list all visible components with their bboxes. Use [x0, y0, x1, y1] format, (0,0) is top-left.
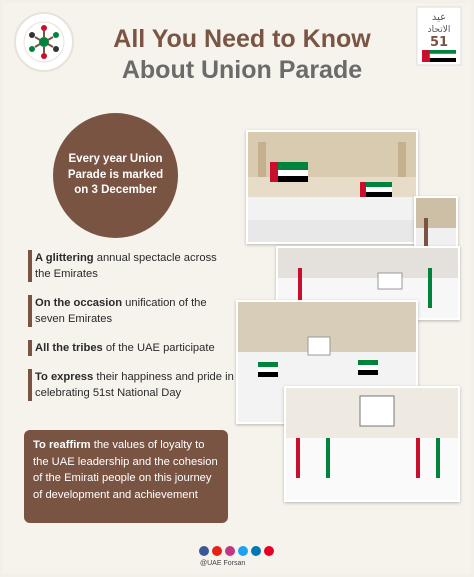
linkedin-icon[interactable] [251, 546, 261, 556]
social-icons [199, 546, 274, 556]
point-3-bold: All the tribes [35, 342, 103, 354]
point-2 [28, 295, 235, 327]
point-1-bold: A glittering [35, 252, 94, 264]
intro-circle [53, 113, 178, 238]
point-1 [28, 250, 235, 282]
parade-photo-1 [246, 130, 418, 244]
pinterest-icon[interactable] [264, 546, 274, 556]
youtube-icon[interactable] [212, 546, 222, 556]
logo-figures-icon [22, 20, 66, 64]
point-2-bold: On the occasion [35, 297, 123, 309]
intro-text: Every year Union Parade is marked on 3 December [67, 153, 164, 197]
point-3 [28, 340, 235, 356]
point-4-bold: To express [35, 371, 94, 383]
union-day-51-logo [416, 6, 462, 66]
facebook-icon[interactable] [199, 546, 209, 556]
point-4-text: their happiness and pride in celebrating 51st National Day [35, 371, 234, 400]
page-title [70, 24, 414, 85]
point-2-text: unification of the seven Emirates [35, 297, 207, 326]
point-4 [28, 369, 235, 401]
point-3-text: of the UAE participate [102, 342, 215, 354]
highlight-box [24, 430, 228, 523]
highlight-text: the values of loyalty to the UAE leadership and the cohesion of the Emirati people on this journey of development and achievement [33, 439, 218, 501]
instagram-icon[interactable] [225, 546, 235, 556]
logo-text-51: 51 [429, 35, 449, 50]
title-line-1: All You Need to Know [113, 25, 371, 53]
logo-text-eid: عيد [431, 12, 447, 23]
organization-logo [14, 12, 74, 72]
logo-text-union: الاتحاد [427, 25, 451, 35]
social-handle[interactable]: @UAE Forsan [200, 560, 246, 567]
highlight-bold: To reaffirm [33, 439, 91, 451]
point-1-text: annual spectacle across the Emirates [35, 252, 217, 281]
parade-photo-5 [284, 386, 460, 502]
twitter-icon[interactable] [238, 546, 248, 556]
title-line-2: About Union Parade [121, 55, 363, 84]
